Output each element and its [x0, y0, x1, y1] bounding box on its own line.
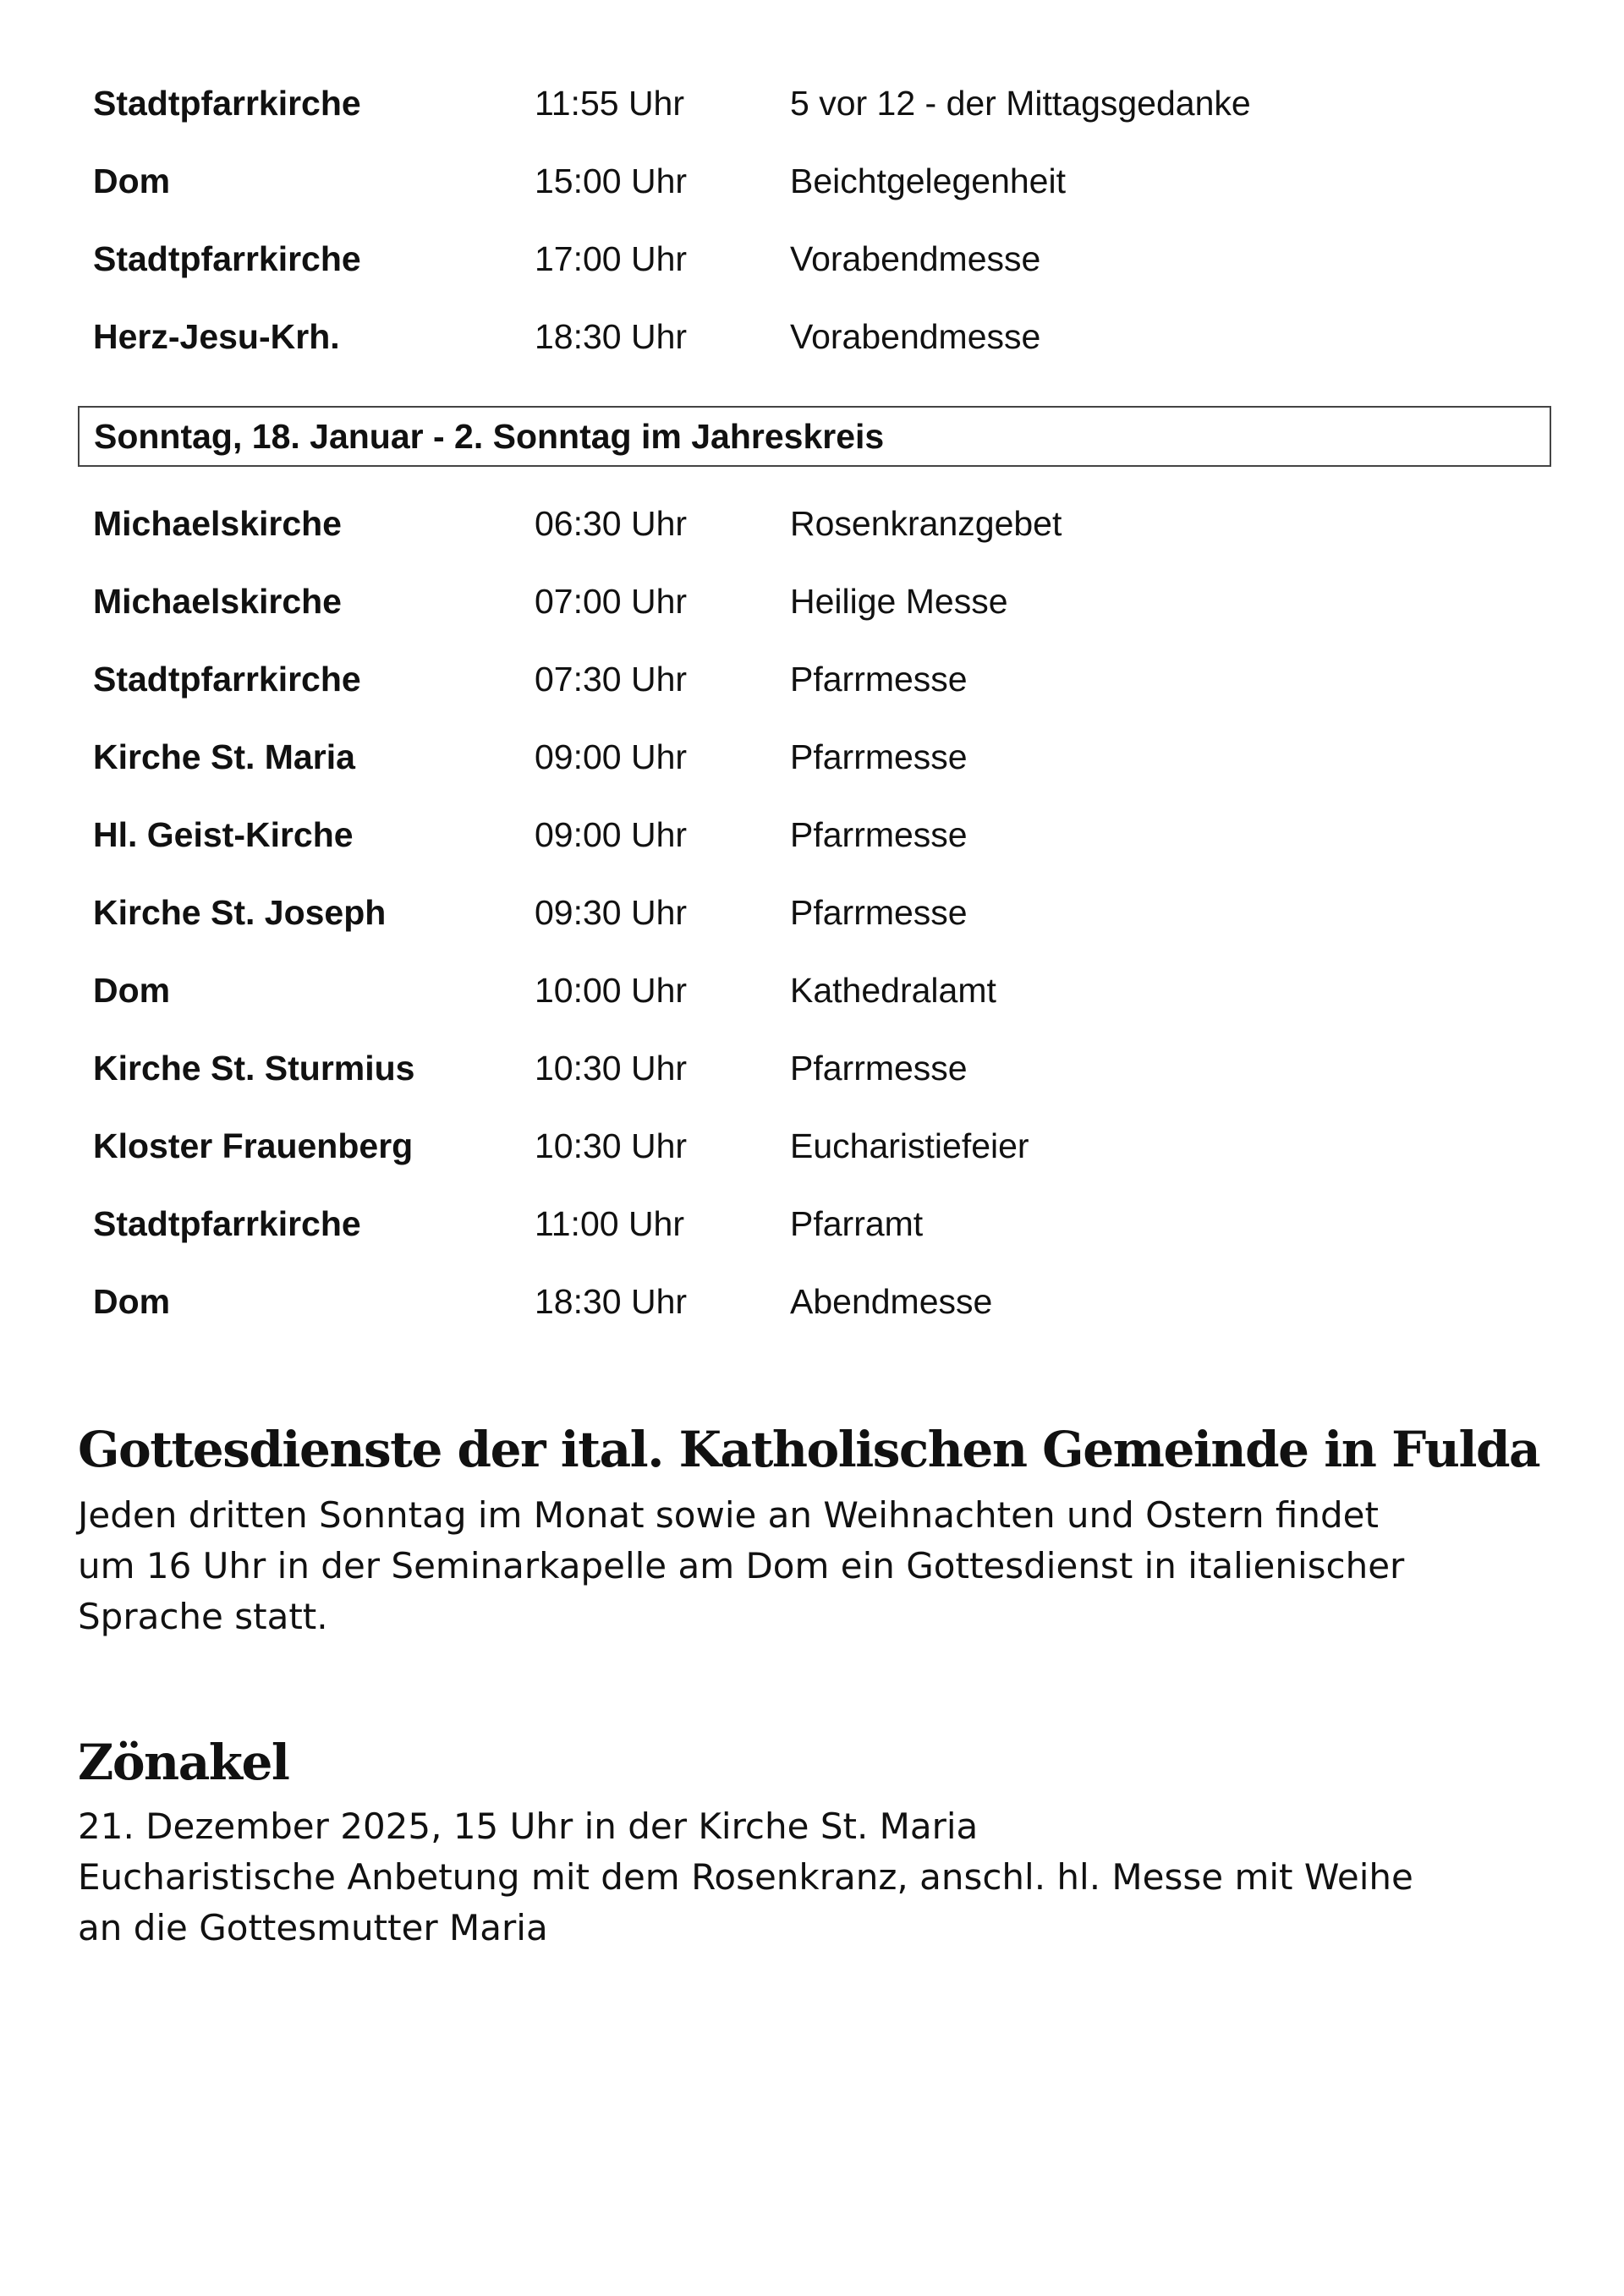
service-type: Abendmesse: [790, 1282, 993, 1321]
church-name: Dom: [93, 162, 171, 200]
service-type: Beichtgelegenheit: [790, 162, 1066, 200]
church-name: Kirche St. Joseph: [93, 893, 387, 932]
service-time: 06:30 Uhr: [535, 504, 688, 543]
church-name: Stadtpfarrkirche: [93, 660, 361, 699]
church-name: Kirche St. Maria: [93, 737, 355, 776]
zoenakel-section-text: [78, 1801, 1566, 1954]
service-time: 10:30 Uhr: [535, 1126, 688, 1165]
service-time: 15:00 Uhr: [535, 162, 688, 200]
church-name: Stadtpfarrkirche: [93, 84, 361, 123]
service-type: Eucharistiefeier: [790, 1126, 1029, 1165]
service-time: 11:55 Uhr: [535, 84, 685, 123]
service-type: Vorabendmesse: [790, 317, 1041, 356]
text-line: um 16 Uhr in der Seminarkapelle am Dom ein Gottesdienst in italienischer: [78, 1545, 1405, 1586]
service-type: Heilige Messe: [790, 582, 1008, 621]
service-time: 18:30 Uhr: [535, 1282, 688, 1321]
church-name: Dom: [93, 971, 171, 1010]
service-time: 07:00 Uhr: [535, 582, 688, 621]
church-name: Michaelskirche: [93, 504, 342, 543]
service-time: 09:00 Uhr: [535, 815, 688, 854]
italian-section-title: Gottesdienste der ital. Katholischen Gemeinde in Fulda: [78, 1421, 1540, 1478]
service-type: 5 vor 12 - der Mittagsgedanke: [790, 84, 1251, 123]
service-type: Pfarramt: [790, 1204, 924, 1243]
service-type: Pfarrmesse: [790, 660, 968, 699]
service-time: 18:30 Uhr: [535, 317, 688, 356]
church-name: Herz-Jesu-Krh.: [93, 317, 340, 356]
text-line: 21. Dezember 2025, 15 Uhr in der Kirche St. Maria: [78, 1806, 979, 1847]
service-time: 07:30 Uhr: [535, 660, 688, 699]
text-line: Jeden dritten Sonntag im Monat sowie an Weihnachten und Ostern findet: [78, 1494, 1379, 1536]
service-time: 11:00 Uhr: [535, 1204, 685, 1243]
service-type: Pfarrmesse: [790, 737, 968, 776]
service-time: 09:00 Uhr: [535, 737, 688, 776]
service-time: 17:00 Uhr: [535, 239, 688, 278]
church-name: Kirche St. Sturmius: [93, 1049, 415, 1088]
church-name: Michaelskirche: [93, 582, 342, 621]
service-time: 10:00 Uhr: [535, 971, 688, 1010]
text-line: Sprache statt.: [78, 1596, 328, 1637]
day-header: Sonntag, 18. Januar - 2. Sonntag im Jahreskreis: [78, 406, 1551, 467]
service-type: Pfarrmesse: [790, 893, 968, 932]
text-line: an die Gottesmutter Maria: [78, 1907, 548, 1948]
service-type: Kathedralamt: [790, 971, 996, 1010]
service-time: 10:30 Uhr: [535, 1049, 688, 1088]
service-type: Pfarrmesse: [790, 815, 968, 854]
service-type: Vorabendmesse: [790, 239, 1041, 278]
text-line: Eucharistische Anbetung mit dem Rosenkranz, anschl. hl. Messe mit Weihe: [78, 1856, 1413, 1898]
church-name: Hl. Geist-Kirche: [93, 815, 354, 854]
church-name: Kloster Frauenberg: [93, 1126, 414, 1165]
service-type: Rosenkranzgebet: [790, 504, 1062, 543]
zoenakel-section-title: Zönakel: [78, 1734, 289, 1791]
church-name: Stadtpfarrkirche: [93, 239, 361, 278]
church-name: Dom: [93, 1282, 171, 1321]
service-time: 09:30 Uhr: [535, 893, 688, 932]
church-name: Stadtpfarrkirche: [93, 1204, 361, 1243]
italian-section-text: [78, 1490, 1566, 1642]
service-type: Pfarrmesse: [790, 1049, 968, 1088]
